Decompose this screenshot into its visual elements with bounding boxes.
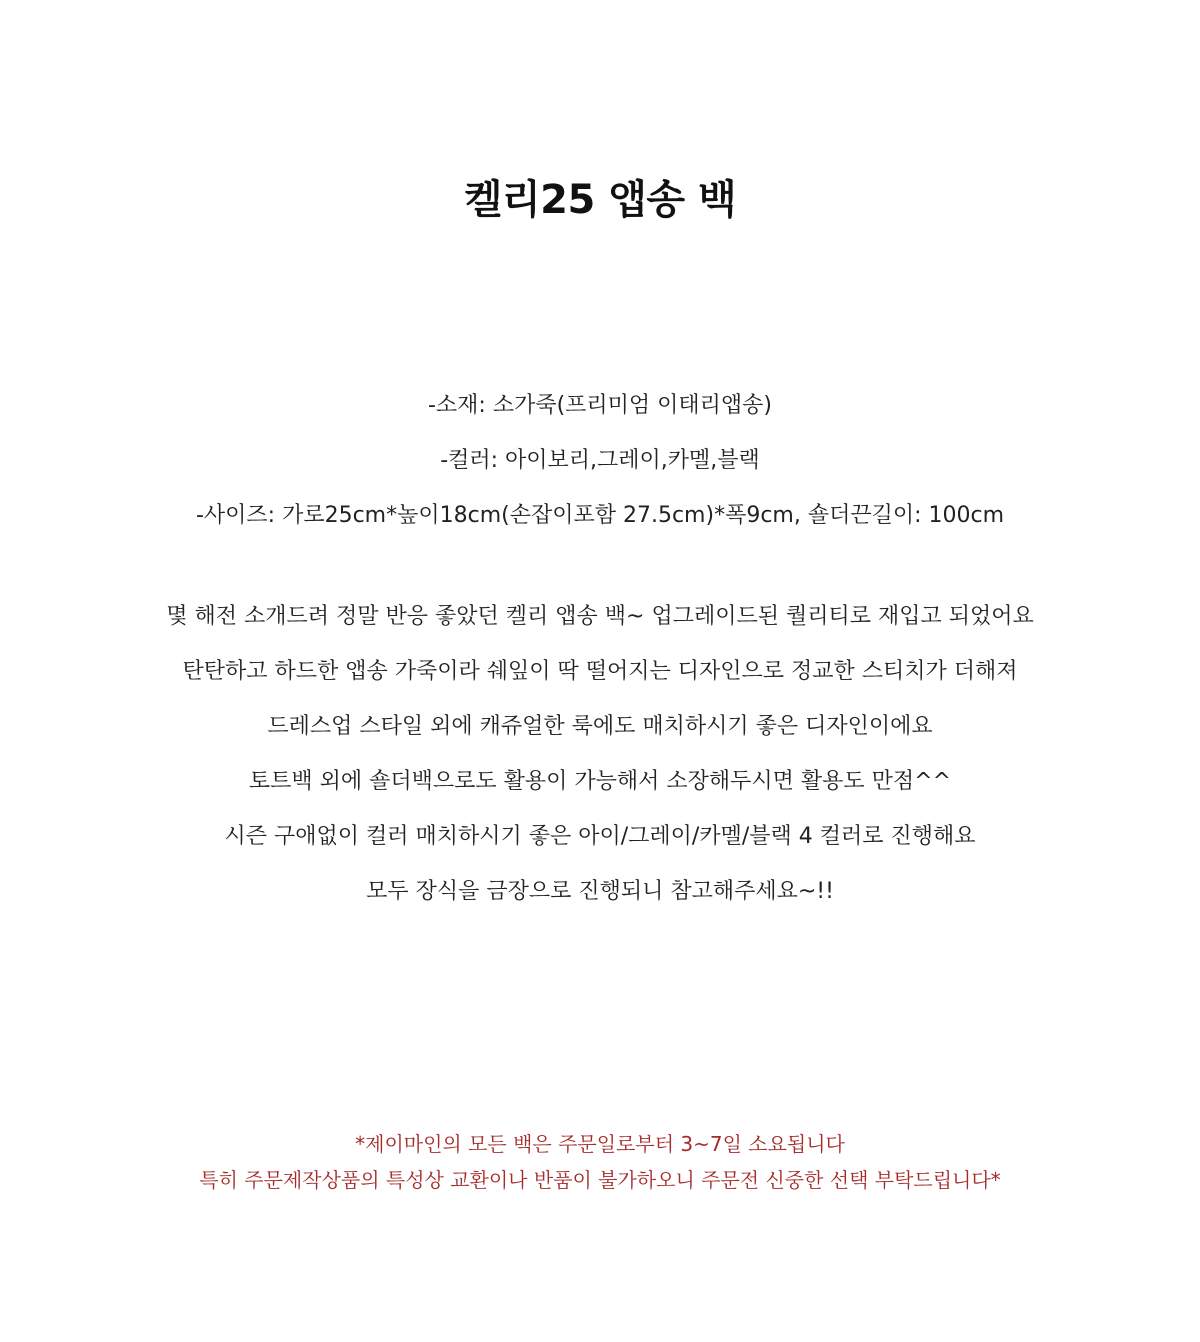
description-line: 탄탄하고 하드한 앱송 가죽이라 쉐잎이 딱 떨어지는 디자인으로 정교한 스티치가 더해져 bbox=[182, 659, 1018, 684]
product-description bbox=[0, 589, 1200, 919]
spec-material: -소재: 소가죽(프리미엄 이태리앱송) bbox=[427, 393, 773, 418]
notice-line: 특히 주문제작상품의 특성상 교환이나 반품이 불가하오니 주문전 신중한 선택 부탁드립니다* bbox=[199, 1168, 1001, 1192]
product-title: 켈리25 앱송 백 bbox=[463, 177, 737, 223]
product-specs bbox=[0, 378, 1200, 543]
order-notice bbox=[0, 1126, 1200, 1198]
description-line: 시즌 구애없이 컬러 매치하시기 좋은 아이/그레이/카멜/블랙 4 컬러로 진행해요 bbox=[224, 824, 976, 849]
description-line: 모두 장식을 금장으로 진행되니 참고해주세요~!! bbox=[366, 879, 834, 904]
description-line: 몇 해전 소개드려 정말 반응 좋았던 켈리 앱송 백~ 업그레이드된 퀄리티로 재입고 되었어요 bbox=[166, 604, 1034, 629]
notice-line: *제이마인의 모든 백은 주문일로부터 3~7일 소요됩니다 bbox=[355, 1132, 845, 1156]
spec-colors: -컬러: 아이보리,그레이,카멜,블랙 bbox=[440, 448, 760, 473]
description-line: 토트백 외에 숄더백으로도 활용이 가능해서 소장해두시면 활용도 만점^^ bbox=[248, 769, 952, 794]
spec-size: -사이즈: 가로25cm*높이18cm(손잡이포함 27.5cm)*폭9cm, 숄더끈길이: 100cm bbox=[195, 503, 1005, 528]
description-line: 드레스업 스타일 외에 캐쥬얼한 룩에도 매치하시기 좋은 디자인이에요 bbox=[267, 714, 933, 739]
